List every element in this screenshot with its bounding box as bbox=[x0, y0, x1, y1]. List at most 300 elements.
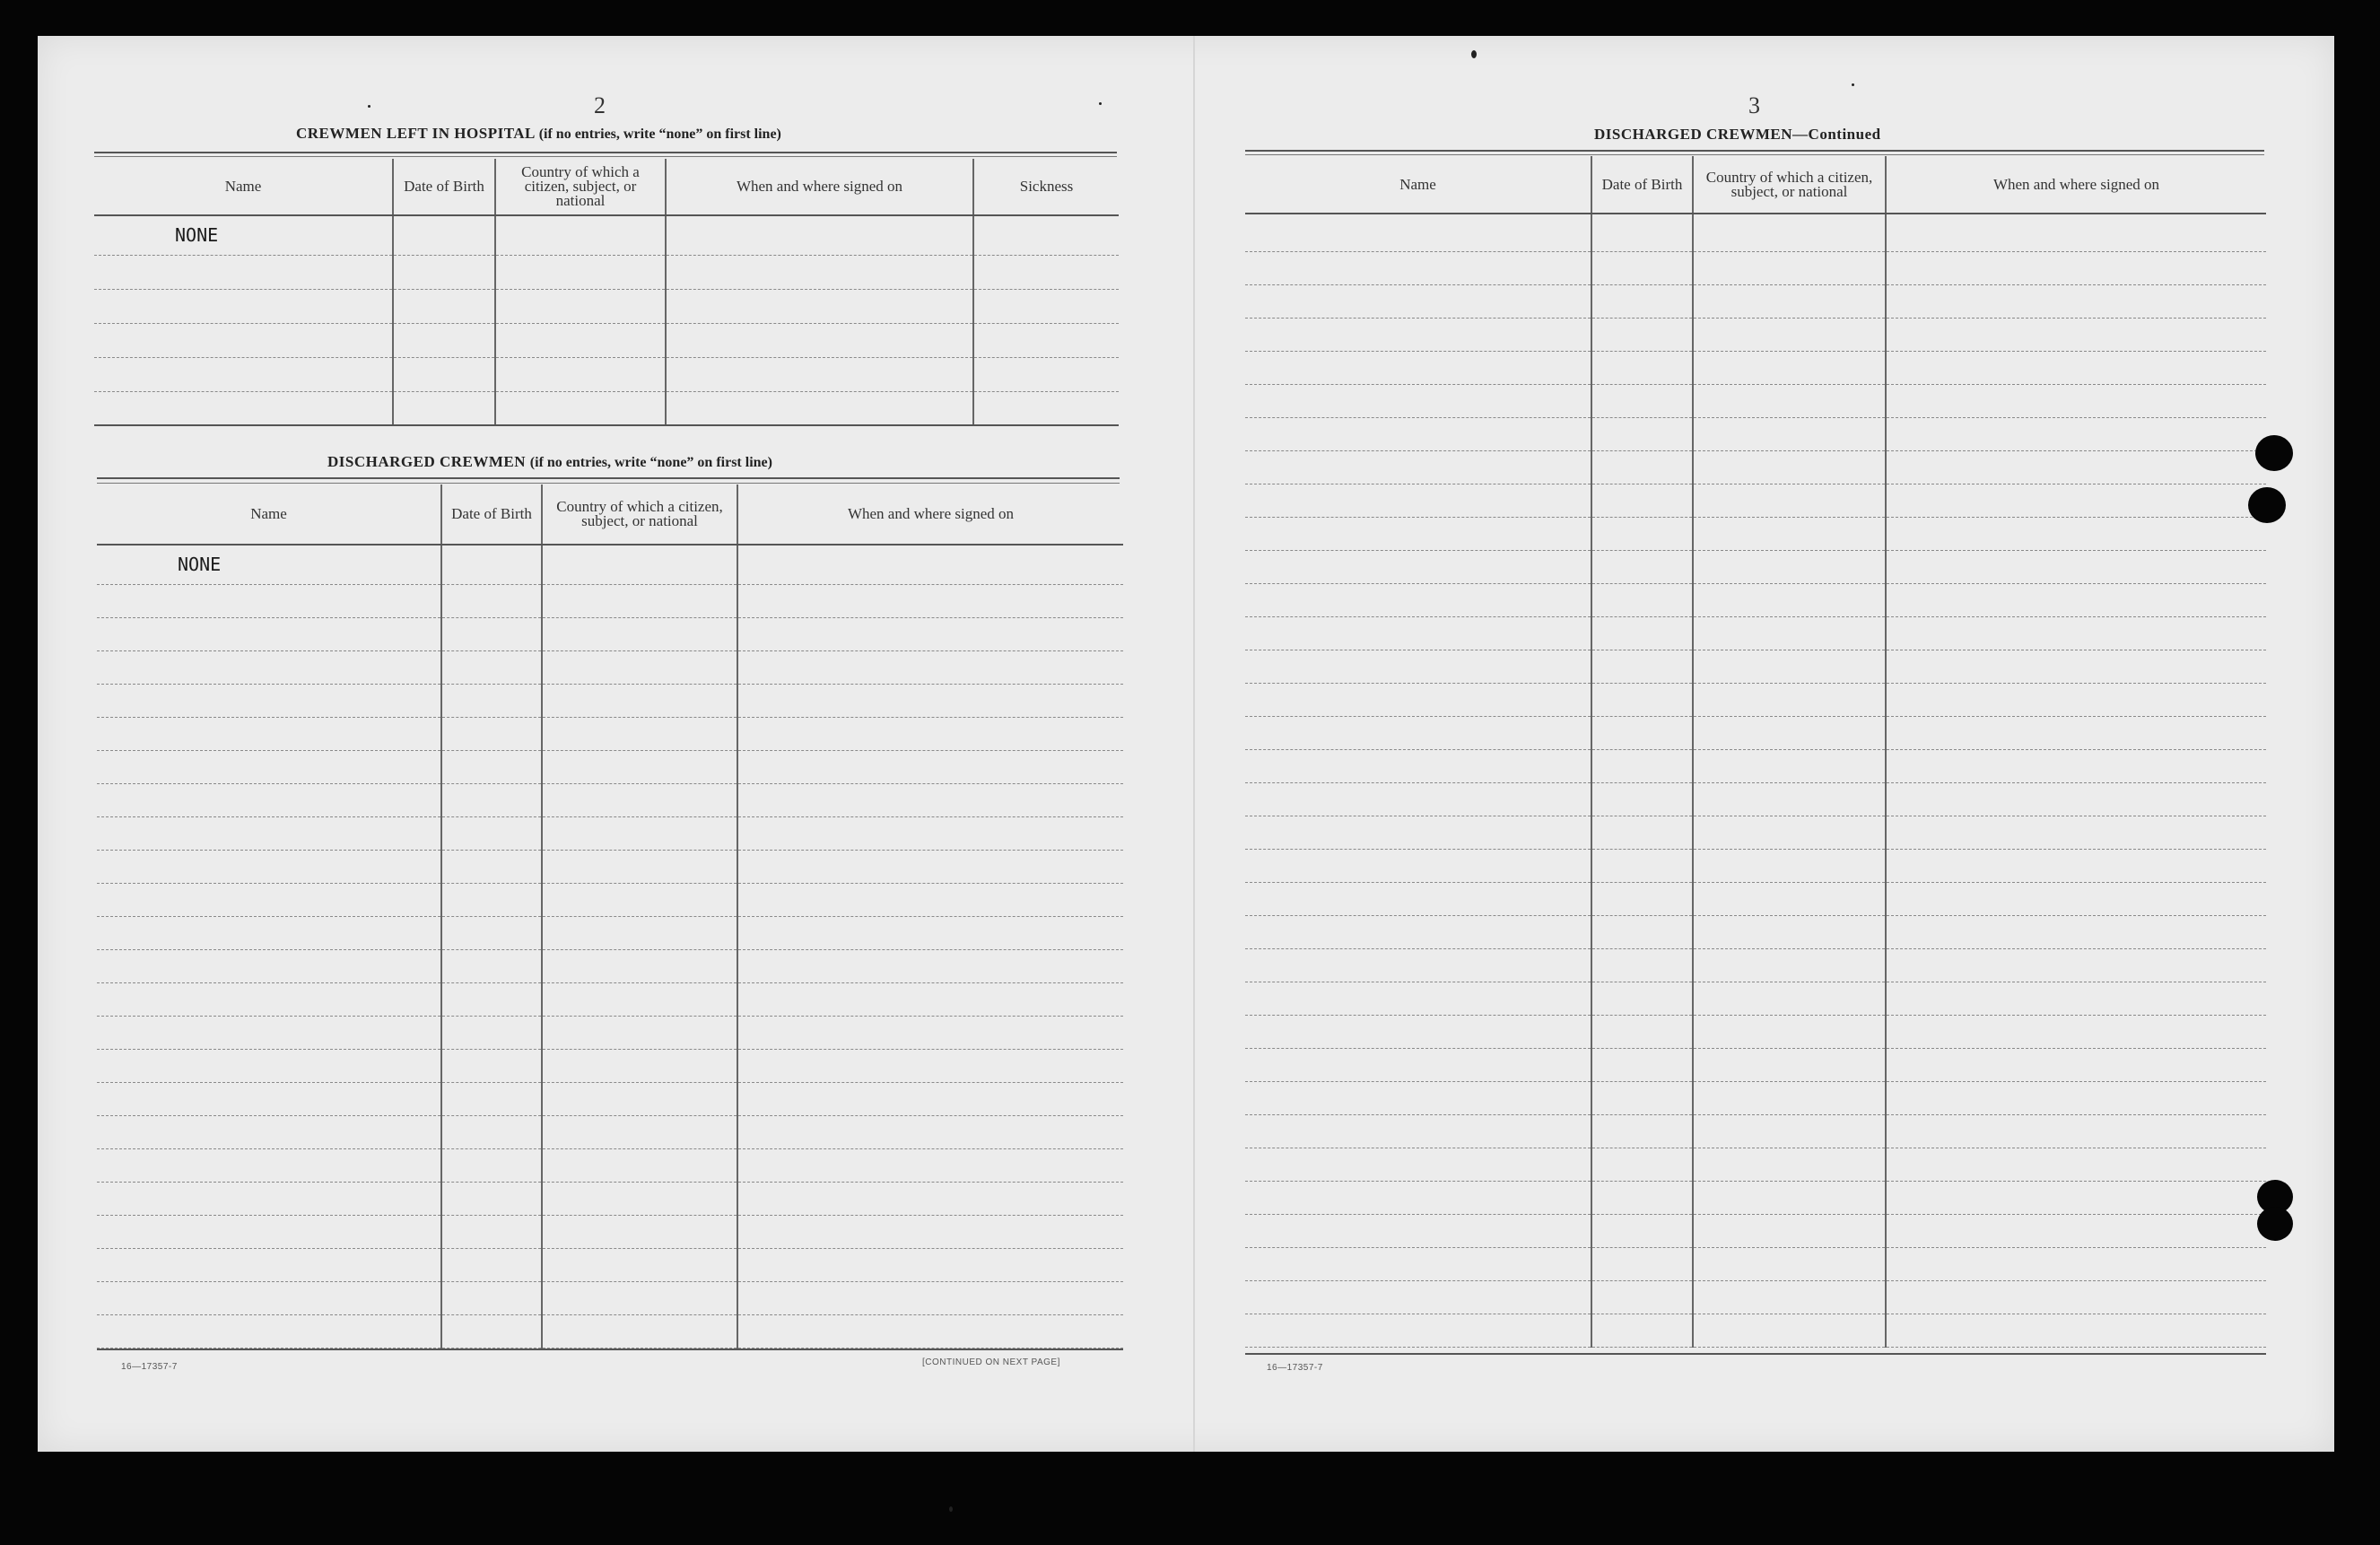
table-cell bbox=[737, 949, 1123, 982]
table-cell bbox=[1591, 1314, 1693, 1347]
table-cell bbox=[737, 1115, 1123, 1148]
table-row bbox=[97, 545, 1123, 584]
table-cell bbox=[1886, 1081, 2266, 1114]
table-cell bbox=[737, 684, 1123, 717]
table-cell bbox=[1886, 284, 2266, 318]
table-row bbox=[1245, 716, 2266, 749]
table-cell bbox=[1693, 284, 1886, 318]
table-cell bbox=[97, 1049, 441, 1082]
table-cell bbox=[737, 1215, 1123, 1248]
table-cell bbox=[495, 391, 666, 425]
table-cell bbox=[1245, 450, 1591, 484]
discharged-header-row bbox=[97, 484, 1123, 545]
table-cell bbox=[97, 1314, 441, 1348]
table-cell bbox=[1886, 650, 2266, 683]
col-signed-on-header: When and where signed on bbox=[666, 159, 973, 215]
table-cell bbox=[1591, 816, 1693, 849]
table-cell bbox=[1886, 1048, 2266, 1081]
table-cell bbox=[1591, 1015, 1693, 1048]
table-cell bbox=[1245, 982, 1591, 1015]
table-cell bbox=[1693, 782, 1886, 816]
col-signed-on-header: When and where signed on bbox=[1886, 156, 2266, 214]
discharged-continued-title-text: DISCHARGED CREWMEN bbox=[1594, 126, 1793, 143]
table-cell bbox=[666, 255, 973, 289]
table-cell bbox=[393, 357, 495, 391]
table-cell bbox=[1591, 417, 1693, 450]
binder-hole bbox=[2257, 1207, 2293, 1241]
table-cell bbox=[1693, 550, 1886, 583]
table-row bbox=[1245, 214, 2266, 251]
table-cell bbox=[542, 1016, 737, 1049]
table-cell bbox=[1886, 849, 2266, 882]
table-cell bbox=[441, 1049, 542, 1082]
table-cell bbox=[1591, 782, 1693, 816]
table-cell bbox=[97, 1248, 441, 1281]
hospital-header-row bbox=[94, 159, 1119, 215]
table-cell bbox=[737, 816, 1123, 850]
table-cell bbox=[1591, 550, 1693, 583]
table-cell bbox=[1245, 583, 1591, 616]
table-cell bbox=[97, 1182, 441, 1215]
table-cell bbox=[1591, 1181, 1693, 1214]
table-cell bbox=[1591, 214, 1693, 251]
table-cell bbox=[441, 1281, 542, 1314]
table-row bbox=[97, 617, 1123, 650]
table-row bbox=[1245, 384, 2266, 417]
table-cell bbox=[1591, 583, 1693, 616]
table-cell bbox=[94, 391, 393, 425]
table-cell bbox=[737, 883, 1123, 916]
table-cell bbox=[737, 783, 1123, 816]
table-cell bbox=[441, 816, 542, 850]
table-cell bbox=[1886, 1314, 2266, 1347]
table-cell bbox=[666, 357, 973, 391]
table-cell bbox=[1886, 616, 2266, 650]
discharged-table bbox=[97, 484, 1123, 1349]
table-row bbox=[97, 1115, 1123, 1148]
table-cell bbox=[542, 1248, 737, 1281]
table-cell bbox=[441, 545, 542, 584]
table-cell bbox=[1693, 849, 1886, 882]
table-row bbox=[97, 916, 1123, 949]
table-cell bbox=[1693, 948, 1886, 982]
table-cell bbox=[1245, 284, 1591, 318]
table-cell bbox=[1886, 550, 2266, 583]
right-top-rule-thin bbox=[1245, 154, 2264, 155]
table-cell bbox=[441, 1182, 542, 1215]
table-cell bbox=[97, 750, 441, 783]
table-cell bbox=[737, 650, 1123, 684]
table-cell bbox=[1693, 650, 1886, 683]
table-cell bbox=[97, 650, 441, 684]
form-number: 16—17357-7 bbox=[121, 1362, 178, 1372]
table-cell bbox=[542, 1082, 737, 1115]
table-cell bbox=[1245, 517, 1591, 550]
table-row bbox=[97, 1016, 1123, 1049]
table-cell bbox=[1693, 1148, 1886, 1181]
table-cell bbox=[1886, 1214, 2266, 1247]
table-cell bbox=[1693, 1214, 1886, 1247]
table-cell bbox=[1591, 982, 1693, 1015]
table-cell bbox=[1591, 450, 1693, 484]
table-cell bbox=[542, 1148, 737, 1182]
table-cell bbox=[97, 1082, 441, 1115]
col-country-header: Country of which a citizen, subject, or national bbox=[495, 159, 666, 215]
table-row bbox=[1245, 1081, 2266, 1114]
table-cell bbox=[542, 783, 737, 816]
table-cell bbox=[1245, 1081, 1591, 1114]
discharged-title-note: (if no entries, write “none” on first line) bbox=[529, 455, 772, 470]
table-cell bbox=[1693, 251, 1886, 284]
table-cell bbox=[737, 850, 1123, 883]
table-cell bbox=[1886, 318, 2266, 351]
table-cell bbox=[542, 684, 737, 717]
table-cell bbox=[1886, 948, 2266, 982]
table-cell bbox=[1591, 517, 1693, 550]
table-row bbox=[1245, 450, 2266, 484]
table-cell bbox=[542, 650, 737, 684]
table-row bbox=[97, 982, 1123, 1016]
table-cell bbox=[1245, 214, 1591, 251]
table-row bbox=[1245, 749, 2266, 782]
table-cell bbox=[542, 949, 737, 982]
table-row bbox=[1245, 583, 2266, 616]
table-cell bbox=[1591, 1048, 1693, 1081]
table-cell bbox=[1245, 849, 1591, 882]
table-cell bbox=[1591, 1280, 1693, 1314]
hospital-bottom-rule bbox=[94, 424, 1119, 426]
table-cell bbox=[1886, 517, 2266, 550]
table-cell bbox=[737, 1148, 1123, 1182]
table-cell bbox=[737, 717, 1123, 750]
table-cell bbox=[1886, 1181, 2266, 1214]
table-cell bbox=[1245, 1114, 1591, 1148]
table-cell bbox=[94, 323, 393, 357]
table-cell bbox=[666, 391, 973, 425]
table-row bbox=[1245, 1114, 2266, 1148]
table-cell bbox=[97, 916, 441, 949]
table-row bbox=[1245, 1015, 2266, 1048]
table-row bbox=[1245, 882, 2266, 915]
table-cell bbox=[542, 1049, 737, 1082]
table-cell bbox=[1886, 1015, 2266, 1048]
table-cell bbox=[441, 617, 542, 650]
table-cell bbox=[441, 883, 542, 916]
table-row bbox=[1245, 1148, 2266, 1181]
table-cell bbox=[441, 1016, 542, 1049]
table-cell bbox=[1693, 1314, 1886, 1347]
table-cell bbox=[737, 1182, 1123, 1215]
table-cell bbox=[1245, 351, 1591, 384]
table-row bbox=[1245, 284, 2266, 318]
table-cell bbox=[1693, 351, 1886, 384]
table-cell bbox=[97, 783, 441, 816]
table-cell bbox=[737, 1248, 1123, 1281]
table-cell bbox=[1245, 1148, 1591, 1181]
table-cell bbox=[1245, 1015, 1591, 1048]
table-cell bbox=[1591, 1114, 1693, 1148]
table-cell bbox=[1591, 284, 1693, 318]
table-cell bbox=[1693, 1181, 1886, 1214]
table-cell bbox=[1886, 1247, 2266, 1280]
table-cell bbox=[973, 357, 1119, 391]
table-cell bbox=[97, 1016, 441, 1049]
table-cell bbox=[1693, 1247, 1886, 1280]
table-cell bbox=[542, 883, 737, 916]
table-cell bbox=[1245, 882, 1591, 915]
table-row bbox=[1245, 616, 2266, 650]
table-cell bbox=[542, 816, 737, 850]
hospital-section-title bbox=[296, 125, 781, 143]
table-cell bbox=[666, 323, 973, 357]
table-cell bbox=[1591, 251, 1693, 284]
table-cell bbox=[1886, 1280, 2266, 1314]
table-cell bbox=[1886, 683, 2266, 716]
table-cell bbox=[1693, 749, 1886, 782]
table-cell bbox=[441, 1248, 542, 1281]
table-cell bbox=[1245, 484, 1591, 517]
table-cell bbox=[1245, 318, 1591, 351]
table-cell bbox=[393, 215, 495, 255]
table-cell bbox=[542, 750, 737, 783]
table-cell bbox=[97, 1148, 441, 1182]
table-cell bbox=[542, 1182, 737, 1215]
col-signed-on-header: When and where signed on bbox=[737, 484, 1123, 545]
table-cell bbox=[1245, 251, 1591, 284]
table-row bbox=[1245, 550, 2266, 583]
table-cell bbox=[737, 584, 1123, 617]
table-row bbox=[97, 717, 1123, 750]
discharged-first-entry: NONE bbox=[97, 545, 441, 584]
discharged-continued-table bbox=[1245, 156, 2266, 1348]
table-cell bbox=[542, 545, 737, 584]
table-cell bbox=[1693, 882, 1886, 915]
table-cell bbox=[441, 750, 542, 783]
table-cell bbox=[1591, 683, 1693, 716]
table-cell bbox=[1886, 1148, 2266, 1181]
table-cell bbox=[1693, 450, 1886, 484]
table-row bbox=[1245, 351, 2266, 384]
table-cell bbox=[94, 357, 393, 391]
hospital-title-note: (if no entries, write “none” on first line) bbox=[538, 127, 781, 142]
table-cell bbox=[1693, 484, 1886, 517]
hospital-top-rule bbox=[94, 152, 1117, 153]
table-cell bbox=[542, 850, 737, 883]
table-row bbox=[1245, 1181, 2266, 1214]
discharged-title-text: DISCHARGED CREWMEN bbox=[327, 453, 527, 470]
table-cell bbox=[1886, 982, 2266, 1015]
table-cell bbox=[97, 850, 441, 883]
table-row bbox=[1245, 1247, 2266, 1280]
table-cell bbox=[1591, 1148, 1693, 1181]
discharged-top-rule-thin bbox=[97, 483, 1120, 484]
table-cell bbox=[1693, 816, 1886, 849]
table-row bbox=[97, 816, 1123, 850]
table-cell bbox=[666, 289, 973, 323]
table-cell bbox=[441, 1215, 542, 1248]
table-cell bbox=[97, 684, 441, 717]
table-cell bbox=[441, 850, 542, 883]
table-cell bbox=[737, 1016, 1123, 1049]
speck bbox=[949, 1506, 953, 1512]
table-row bbox=[97, 883, 1123, 916]
table-cell bbox=[542, 1314, 737, 1348]
table-cell bbox=[1591, 484, 1693, 517]
table-cell bbox=[393, 323, 495, 357]
table-cell bbox=[1591, 1214, 1693, 1247]
table-cell bbox=[97, 617, 441, 650]
table-cell bbox=[1693, 1280, 1886, 1314]
table-row bbox=[94, 255, 1119, 289]
table-row bbox=[1245, 982, 2266, 1015]
col-dob-header: Date of Birth bbox=[1591, 156, 1693, 214]
table-row bbox=[97, 1049, 1123, 1082]
table-row bbox=[1245, 1048, 2266, 1081]
table-cell bbox=[1886, 351, 2266, 384]
continued-note: [CONTINUED ON NEXT PAGE] bbox=[922, 1357, 1060, 1367]
table-cell bbox=[441, 717, 542, 750]
col-sickness-header: Sickness bbox=[973, 159, 1119, 215]
table-row bbox=[1245, 517, 2266, 550]
table-cell bbox=[1591, 384, 1693, 417]
table-cell bbox=[737, 617, 1123, 650]
table-cell bbox=[1886, 484, 2266, 517]
discharged-top-rule bbox=[97, 477, 1120, 479]
table-row bbox=[1245, 782, 2266, 816]
table-row bbox=[1245, 650, 2266, 683]
table-cell bbox=[1886, 384, 2266, 417]
table-cell bbox=[97, 584, 441, 617]
table-cell bbox=[1245, 716, 1591, 749]
table-cell bbox=[97, 982, 441, 1016]
table-row bbox=[97, 1182, 1123, 1215]
table-cell bbox=[495, 357, 666, 391]
hospital-title-text: CREWMEN LEFT IN HOSPITAL bbox=[296, 125, 535, 142]
table-cell bbox=[1693, 982, 1886, 1015]
table-cell bbox=[1245, 749, 1591, 782]
table-row bbox=[97, 650, 1123, 684]
table-cell bbox=[1245, 1181, 1591, 1214]
table-row bbox=[97, 850, 1123, 883]
table-cell bbox=[495, 215, 666, 255]
page-number: 3 bbox=[1748, 92, 1760, 118]
table-row bbox=[1245, 948, 2266, 982]
table-cell bbox=[441, 584, 542, 617]
table-row bbox=[97, 1314, 1123, 1348]
table-cell bbox=[1886, 1114, 2266, 1148]
table-cell bbox=[1591, 849, 1693, 882]
table-cell bbox=[1591, 1081, 1693, 1114]
table-cell bbox=[1693, 214, 1886, 251]
table-cell bbox=[1693, 616, 1886, 650]
binder-hole bbox=[2255, 435, 2293, 471]
col-dob-header: Date of Birth bbox=[441, 484, 542, 545]
table-cell bbox=[973, 323, 1119, 357]
table-cell bbox=[1591, 318, 1693, 351]
table-row bbox=[1245, 1214, 2266, 1247]
right-top-rule bbox=[1245, 150, 2264, 152]
table-row bbox=[97, 1148, 1123, 1182]
right-bottom-rule bbox=[1245, 1353, 2266, 1355]
table-cell bbox=[973, 255, 1119, 289]
table-cell bbox=[441, 783, 542, 816]
table-cell bbox=[1591, 749, 1693, 782]
table-row bbox=[94, 215, 1119, 255]
col-dob-header: Date of Birth bbox=[393, 159, 495, 215]
hospital-table bbox=[94, 159, 1119, 426]
speck bbox=[1852, 83, 1854, 86]
table-cell bbox=[737, 1281, 1123, 1314]
table-cell bbox=[1886, 450, 2266, 484]
table-cell bbox=[1886, 583, 2266, 616]
table-cell bbox=[1245, 683, 1591, 716]
table-cell bbox=[1693, 417, 1886, 450]
col-name-header: Name bbox=[97, 484, 441, 545]
table-cell bbox=[542, 1115, 737, 1148]
table-cell bbox=[1245, 384, 1591, 417]
table-cell bbox=[542, 717, 737, 750]
table-row bbox=[1245, 251, 2266, 284]
discharged-section-title bbox=[327, 453, 772, 471]
table-cell bbox=[97, 1115, 441, 1148]
table-cell bbox=[441, 916, 542, 949]
table-row bbox=[94, 357, 1119, 391]
table-cell bbox=[1886, 749, 2266, 782]
table-cell bbox=[1245, 915, 1591, 948]
table-cell bbox=[1886, 915, 2266, 948]
table-cell bbox=[441, 650, 542, 684]
table-cell bbox=[542, 584, 737, 617]
table-cell bbox=[666, 215, 973, 255]
right-page bbox=[1195, 0, 2334, 1545]
table-cell bbox=[94, 289, 393, 323]
table-cell bbox=[393, 255, 495, 289]
table-row bbox=[1245, 417, 2266, 450]
discharged-continued-title bbox=[1594, 126, 1881, 144]
form-number: 16—17357-7 bbox=[1267, 1363, 1323, 1373]
table-row bbox=[97, 1215, 1123, 1248]
table-cell bbox=[1245, 650, 1591, 683]
table-row bbox=[1245, 849, 2266, 882]
speck bbox=[1471, 50, 1477, 58]
table-row bbox=[97, 1248, 1123, 1281]
col-name-header: Name bbox=[94, 159, 393, 215]
continued-suffix: —Continued bbox=[1792, 126, 1881, 143]
table-cell bbox=[1591, 915, 1693, 948]
table-row bbox=[1245, 816, 2266, 849]
table-cell bbox=[1693, 683, 1886, 716]
table-cell bbox=[542, 1281, 737, 1314]
table-cell bbox=[973, 391, 1119, 425]
table-cell bbox=[441, 1314, 542, 1348]
table-cell bbox=[542, 617, 737, 650]
table-cell bbox=[1693, 1015, 1886, 1048]
speck bbox=[368, 105, 371, 108]
col-country-header: Country of which a citizen, subject, or national bbox=[542, 484, 737, 545]
table-cell bbox=[1591, 351, 1693, 384]
table-cell bbox=[1245, 1314, 1591, 1347]
table-row bbox=[1245, 1280, 2266, 1314]
table-cell bbox=[737, 916, 1123, 949]
table-row bbox=[97, 783, 1123, 816]
table-cell bbox=[1245, 816, 1591, 849]
table-cell bbox=[1591, 716, 1693, 749]
table-cell bbox=[1886, 251, 2266, 284]
speck bbox=[1099, 102, 1102, 105]
table-cell bbox=[1693, 318, 1886, 351]
table-row bbox=[97, 584, 1123, 617]
table-cell bbox=[1245, 1247, 1591, 1280]
